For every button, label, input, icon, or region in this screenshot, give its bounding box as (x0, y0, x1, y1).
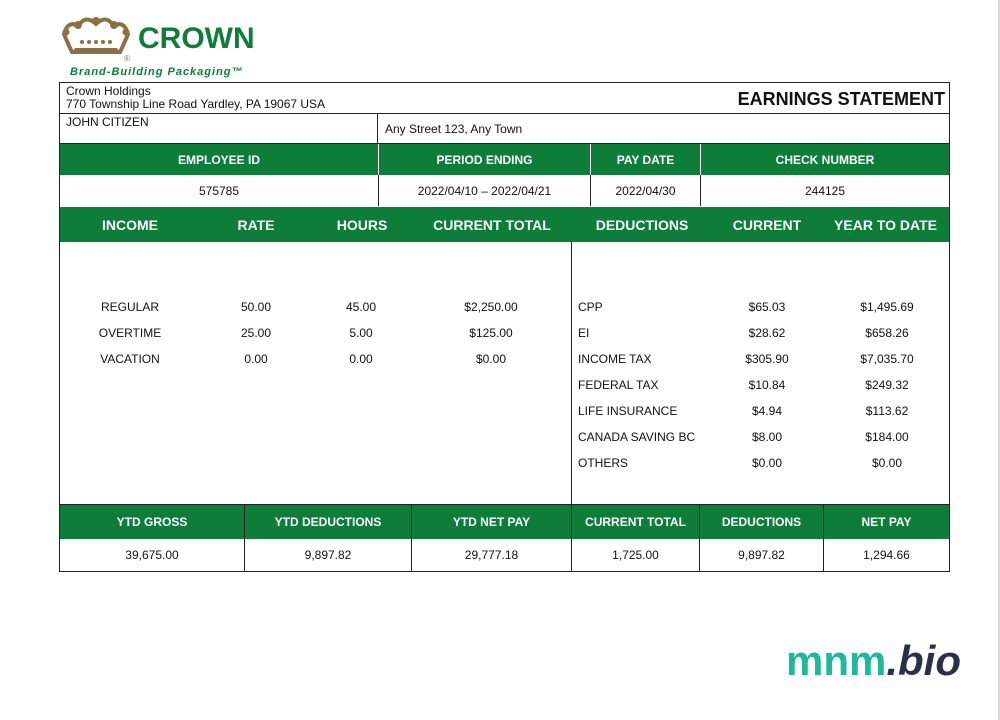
income-hours: 5.00 (349, 326, 373, 340)
header-period-ending: PERIOD ENDING (378, 144, 590, 175)
header-summary-deductions: DEDUCTIONS (699, 505, 823, 539)
header-check-number: CHECK NUMBER (700, 144, 949, 175)
pay-date-value: 2022/04/30 (590, 175, 700, 206)
income-name: REGULAR (100, 300, 160, 314)
statement-title: EARNINGS STATEMENT (737, 89, 945, 109)
deduction-ytd: $184.00 (865, 430, 909, 444)
header-hours: HOURS (336, 216, 388, 233)
deduction-name: CPP (578, 300, 603, 314)
employee-info (60, 113, 949, 144)
company-address: 770 Township Line Road Yardley, PA 19067 USA (66, 97, 326, 111)
ytd-deductions-value: 9,897.82 (244, 538, 411, 571)
deduction-ytd: $1,495.69 (860, 300, 914, 314)
crown-logo (58, 10, 258, 82)
deduction-ytd: $7,035.70 (860, 352, 914, 366)
deduction-current: $305.90 (745, 352, 789, 366)
income-rate: 0.00 (244, 352, 268, 366)
summary-header-row (60, 504, 949, 539)
income-total: $125.00 (469, 326, 513, 340)
ytd-net-pay-value: 29,777.18 (411, 538, 571, 571)
income-name: OVERTIME (98, 326, 162, 340)
header-rate: RATE (237, 216, 275, 233)
deduction-name: FEDERAL TAX (578, 378, 659, 392)
deduction-name: EI (578, 326, 590, 340)
deduction-name: LIFE INSURANCE (578, 404, 678, 418)
deduction-ytd: $249.32 (865, 378, 909, 392)
employee-name: JOHN CITIZEN (66, 115, 149, 129)
info-value-row (60, 175, 949, 206)
income-hours: 45.00 (345, 300, 377, 314)
employee-id-value: 575785 (198, 183, 240, 198)
brand-name: CROWN (138, 22, 255, 55)
deduction-name: CANADA SAVING BC (578, 430, 696, 444)
company-info (60, 83, 949, 114)
header-year-to-date: YEAR TO DATE (834, 216, 937, 233)
income-rate: 25.00 (240, 326, 272, 340)
header-current: CURRENT (732, 216, 802, 233)
deduction-name: INCOME TAX (578, 352, 652, 366)
deduction-current: $10.84 (748, 378, 786, 392)
summary-value-row (60, 538, 949, 571)
header-summary-current-total: CURRENT TOTAL (571, 505, 699, 539)
current-total-value: 1,725.00 (571, 538, 699, 571)
check-number-value: 244125 (700, 175, 949, 206)
income-total: $2,250.00 (464, 300, 518, 314)
income-hours: 0.00 (349, 352, 373, 366)
header-employee-id: EMPLOYEE ID (177, 152, 260, 167)
header-income: INCOME (102, 216, 158, 233)
employee-address: Any Street 123, Any Town (385, 122, 523, 136)
deduction-current: $0.00 (751, 456, 783, 470)
deduction-current: $4.94 (751, 404, 783, 418)
info-header-row (60, 144, 949, 175)
header-pay-date: PAY DATE (590, 144, 700, 175)
crown-icon (58, 12, 134, 60)
deductions-value: 9,897.82 (699, 538, 823, 571)
deduction-ytd: $113.62 (865, 404, 909, 418)
deduction-current: $28.62 (748, 326, 786, 340)
header-ytd-net-pay: YTD NET PAY (411, 505, 571, 539)
net-pay-value: 1,294.66 (823, 538, 949, 571)
header-current-total: CURRENT TOTAL (433, 216, 551, 233)
income-name: VACATION (100, 352, 160, 366)
deduction-name: OTHERS (578, 456, 629, 470)
period-ending-value: 2022/04/10 – 2022/04/21 (378, 175, 590, 206)
earnings-header-row (60, 207, 949, 242)
header-net-pay: NET PAY (823, 505, 949, 539)
watermark (786, 637, 962, 684)
deduction-current: $8.00 (751, 430, 783, 444)
deduction-current: $65.03 (748, 300, 786, 314)
deduction-ytd: $658.26 (865, 326, 909, 340)
brand-tagline: Brand-Building Packaging™ (70, 66, 244, 78)
watermark-part2: .bio (886, 637, 962, 684)
company-name: Crown Holdings (66, 84, 151, 98)
registered-mark: ® (124, 54, 130, 63)
header-ytd-gross: YTD GROSS (116, 515, 188, 529)
earnings-divider (571, 242, 572, 504)
income-rate: 50.00 (240, 300, 272, 314)
header-ytd-deductions: YTD DEDUCTIONS (244, 505, 411, 539)
income-total: $0.00 (475, 352, 507, 366)
watermark-part1: mnm (786, 637, 887, 684)
deduction-ytd: $0.00 (871, 456, 903, 470)
ytd-gross-value: 39,675.00 (125, 547, 179, 562)
header-deductions: DEDUCTIONS (595, 216, 689, 233)
